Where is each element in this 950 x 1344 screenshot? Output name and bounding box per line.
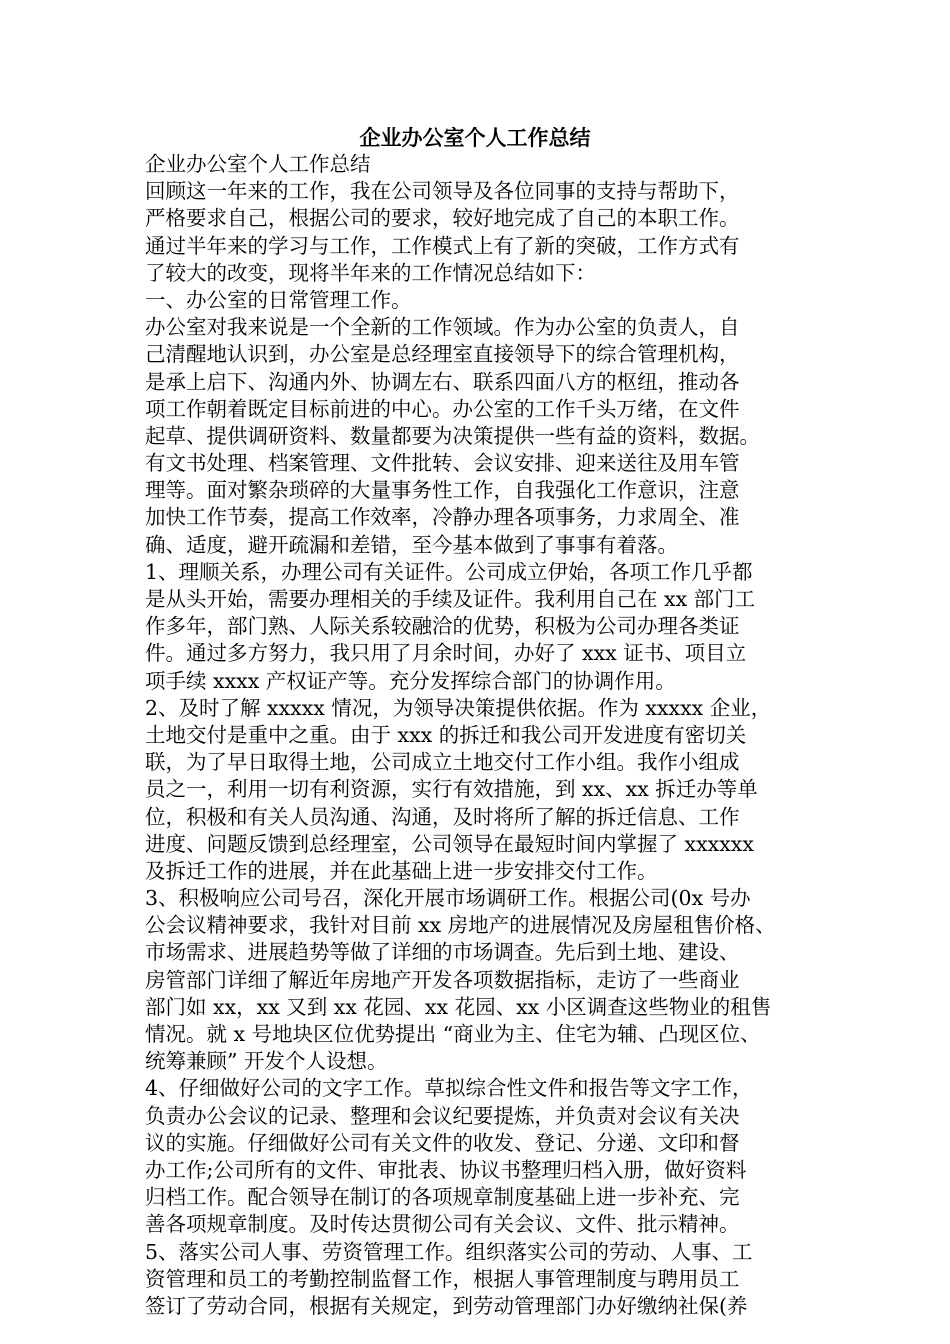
text-line: 土地交付是重中之重。由于 xxx 的拆迁和我公司开发进度有密切关: [145, 722, 747, 747]
text-line: 是承上启下、沟通内外、协调左右、联系四面八方的枢纽，推动各: [145, 369, 740, 394]
text-line: 理等。面对繁杂琐碎的大量事务性工作，自我强化工作意识，注意: [145, 478, 740, 503]
text-line: 2、及时了解 xxxxx 情况，为领导决策提供依据。作为 xxxxx 企业，: [145, 695, 772, 720]
document-body: [145, 151, 815, 1320]
text-line: 回顾这一年来的工作，我在公司领导及各位同事的支持与帮助下，: [145, 179, 740, 204]
text-line: 件。通过多方努力，我只用了月余时间，办好了 xxx 证书、项目立: [145, 641, 747, 666]
text-line: 统筹兼顾” 开发个人设想。: [145, 1049, 388, 1074]
text-line: 己清醒地认识到，办公室是总经理室直接领导下的综合管理机构，: [145, 342, 740, 367]
text-line: 联，为了早日取得土地，公司成立土地交付工作小组。我作小组成: [145, 750, 740, 775]
text-line: 项手续 xxxx 产权证产等。充分发挥综合部门的协调作用。: [145, 668, 676, 693]
text-line: 办公室对我来说是一个全新的工作领域。作为办公室的负责人，自: [145, 315, 740, 340]
text-line: 市场需求、进展趋势等做了详细的市场调查。先后到土地、建设、: [145, 940, 740, 965]
text-line: 负责办公会议的记录、整理和会议纪要提炼，并负责对会议有关决: [145, 1103, 740, 1128]
text-line: 起草、提供调研资料、数量都要为决策提供一些有益的资料，数据。: [145, 423, 760, 448]
text-line: 严格要求自己，根据公司的要求，较好地完成了自己的本职工作。: [145, 206, 740, 231]
text-line: 5、落实公司人事、劳资管理工作。组织落实公司的劳动、人事、工: [145, 1239, 753, 1264]
text-line: 确、适度，避开疏漏和差错，至今基本做到了事事有着落。: [145, 532, 678, 557]
text-line: 房管部门详细了解近年房地产开发各项数据指标，走访了一些商业: [145, 967, 740, 992]
text-line: 签订了劳动合同，根据有关规定，到劳动管理部门办好缴纳社保(养: [145, 1293, 748, 1318]
text-line: 企业办公室个人工作总结: [145, 152, 371, 176]
text-line: 4、仔细做好公司的文字工作。草拟综合性文件和报告等文字工作，: [145, 1076, 753, 1101]
text-line: 进度、问题反馈到总经理室，公司领导在最短时间内掌握了 xxxxxx: [145, 831, 754, 856]
text-line: 1、理顺关系，办理公司有关证件。公司成立伊始，各项工作几乎都: [145, 559, 753, 584]
text-line: 议的实施。仔细做好公司有关文件的收发、登记、分递、文印和督: [145, 1130, 740, 1155]
text-line: 一、办公室的日常管理工作。: [145, 287, 412, 312]
text-line: 位，积极和有关人员沟通、沟通，及时将所了解的拆迁信息、工作: [145, 804, 740, 829]
text-line: 3、积极响应公司号召，深化开展市场调研工作。根据公司(0x 号办: [145, 886, 751, 911]
text-line: 作多年，部门熟、人际关系较融洽的优势，积极为公司办理各类证: [145, 614, 740, 639]
text-line: 归档工作。配合领导在制订的各项规章制度基础上进一步补充、完: [145, 1185, 740, 1210]
text-line: 公会议精神要求，我针对目前 xx 房地产的进展情况及房屋租售价格、: [145, 913, 776, 938]
text-line: 善各项规章制度。及时传达贯彻公司有关会议、文件、批示精神。: [145, 1212, 740, 1237]
text-line: 项工作朝着既定目标前进的中心。办公室的工作千头万绪，在文件: [145, 396, 740, 421]
text-line: 员之一，利用一切有利资源，实行有效措施，到 xx、xx 拆迁办等单: [145, 777, 758, 802]
text-line: 通过半年来的学习与工作，工作模式上有了新的突破，工作方式有: [145, 233, 740, 258]
text-line: 有文书处理、档案管理、文件批转、会议安排、迎来送往及用车管: [145, 451, 740, 476]
text-line: 了较大的改变，现将半年来的工作情况总结如下：: [145, 260, 596, 285]
text-line: 办工作;公司所有的文件、审批表、协议书整理归档入册，做好资料: [145, 1157, 747, 1182]
text-line: 情况。就 x 号地块区位优势提出 “商业为主、住宅为辅、凸现区位、: [145, 1022, 761, 1046]
text-line: 是从头开始，需要办理相关的手续及证件。我利用自己在 xx 部门工: [145, 587, 756, 611]
document-title: 企业办公室个人工作总结: [359, 126, 591, 150]
text-line: 资管理和员工的考勤控制监督工作，根据人事管理制度与聘用员工: [145, 1266, 740, 1291]
text-line: 加快工作节奏，提高工作效率，冷静办理各项事务，力求周全、准: [145, 505, 740, 530]
text-line: 及拆迁工作的进展，并在此基础上进一步安排交付工作。: [145, 858, 658, 883]
text-line: 部门如 xx，xx 又到 xx 花园、xx 花园、xx 小区调查这些物业的租售: [145, 994, 772, 1019]
